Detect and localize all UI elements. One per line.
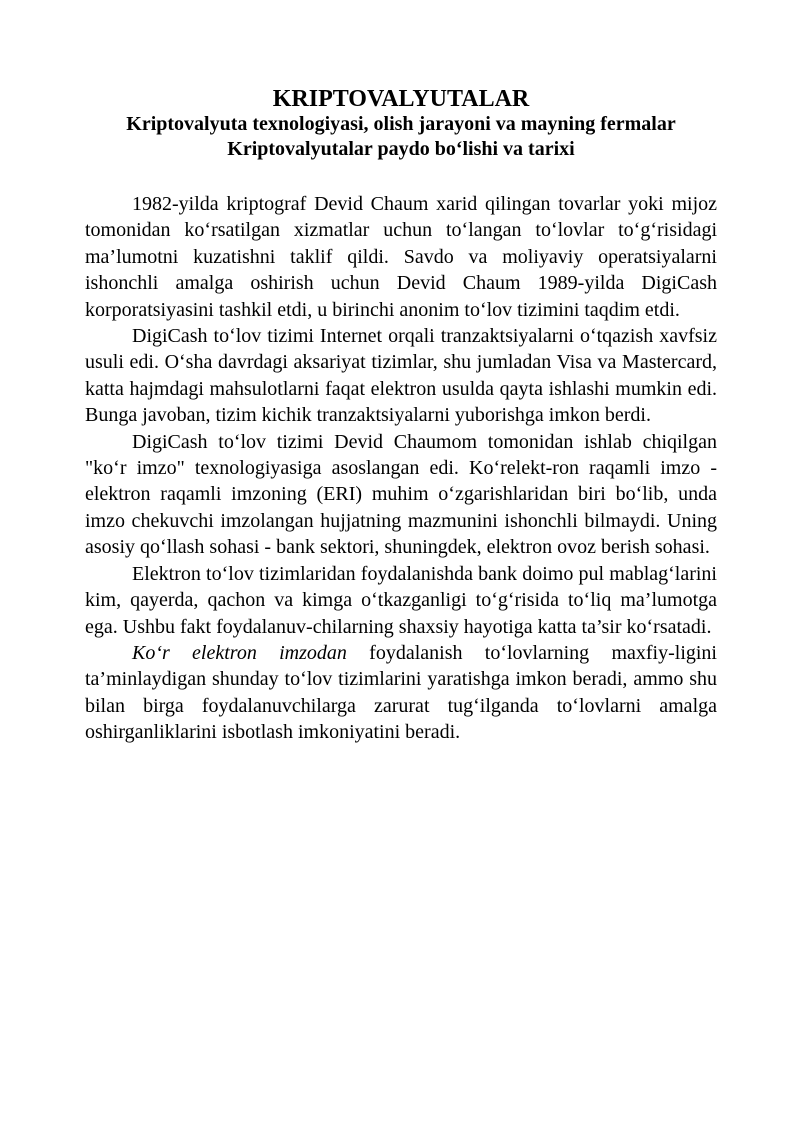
paragraph-1: 1982-yilda kriptograf Devid Chaum xarid qilingan tovarlar yoki mijoz tomonidan ko‘rsatilgan xizmatlar uchun to‘langan to‘lovlar to‘g‘risidagi ma’lumotni kuzatishni taklif qildi. Savdo va moliyaviy operatsiyalarni ishonchli amalga oshirish uchun Devid Chaum 1989-yilda DigiCash korporatsiyasini tashkil etdi, u birinchi anonim to‘lov tizimini taqdim etdi. bbox=[85, 193, 717, 321]
paragraph-2: DigiCash to‘lov tizimi Internet orqali tranzaktsiyalarni o‘tqazish xavfsiz usuli edi. O‘sha davrdagi aksariyat tizimlar, shu jumladan Visa va Mastercard, katta hajmdagi mahsulotlarni faqat elektron usulda qayta ishlashi mumkin edi. Bunga javoban, tizim kichik tranzaktsiyalarni yuborishga imkon berdi. bbox=[85, 325, 717, 427]
document-subtitle: Kriptovalyuta texnologiyasi, olish jarayoni va mayning fermalar bbox=[126, 113, 676, 135]
paragraph-3: DigiCash to‘lov tizimi Devid Chaumom tomonidan ishlab chiqilgan "ko‘r imzo" texnologiyasiga asoslangan edi. Ko‘relekt-ron raqamli imzo - elektron raqamli imzoning (ERI) muhim o‘zgarishlaridan biri bo‘lib, unda imzo chekuvchi imzolangan hujjatning mazmunini ishonchli bilmaydi. Uning asosiy qo‘llash sohasi - bank sektori, shuningdek, elektron ovoz berish sohasi. bbox=[85, 430, 717, 559]
document-title: KRIPTOVALYUTALAR bbox=[272, 86, 530, 112]
paragraph-4: Elektron to‘lov tizimlaridan foydalanishda bank doimo pul mablag‘larini kim, qayerda, qachon va kimga o‘tkazganligi to‘g‘risida to‘liq ma’lumotga ega. Ushbu fakt foydalanuv-chilarning shaxsiy hayotiga katta ta’sir ko‘rsatadi. bbox=[85, 562, 717, 638]
paragraph-5-text: foydalanish to‘lovlarning maxfiy-ligini ta’minlaydigan shunday to‘lov tizimlarini yaratishga imkon beradi, ammo shu bilan birga foydalanuvchilarga zarurat tug‘ilganda to‘lovlarni amalga oshirganliklarini isbotlash imkoniyatini beradi. bbox=[85, 641, 717, 744]
italic-phrase: Ko‘r elektron imzodan bbox=[132, 641, 347, 664]
document-page bbox=[85, 86, 717, 746]
section-title: Kriptovalyutalar paydo bo‘lishi va tarixi bbox=[227, 138, 575, 160]
paragraph-5 bbox=[85, 640, 717, 746]
